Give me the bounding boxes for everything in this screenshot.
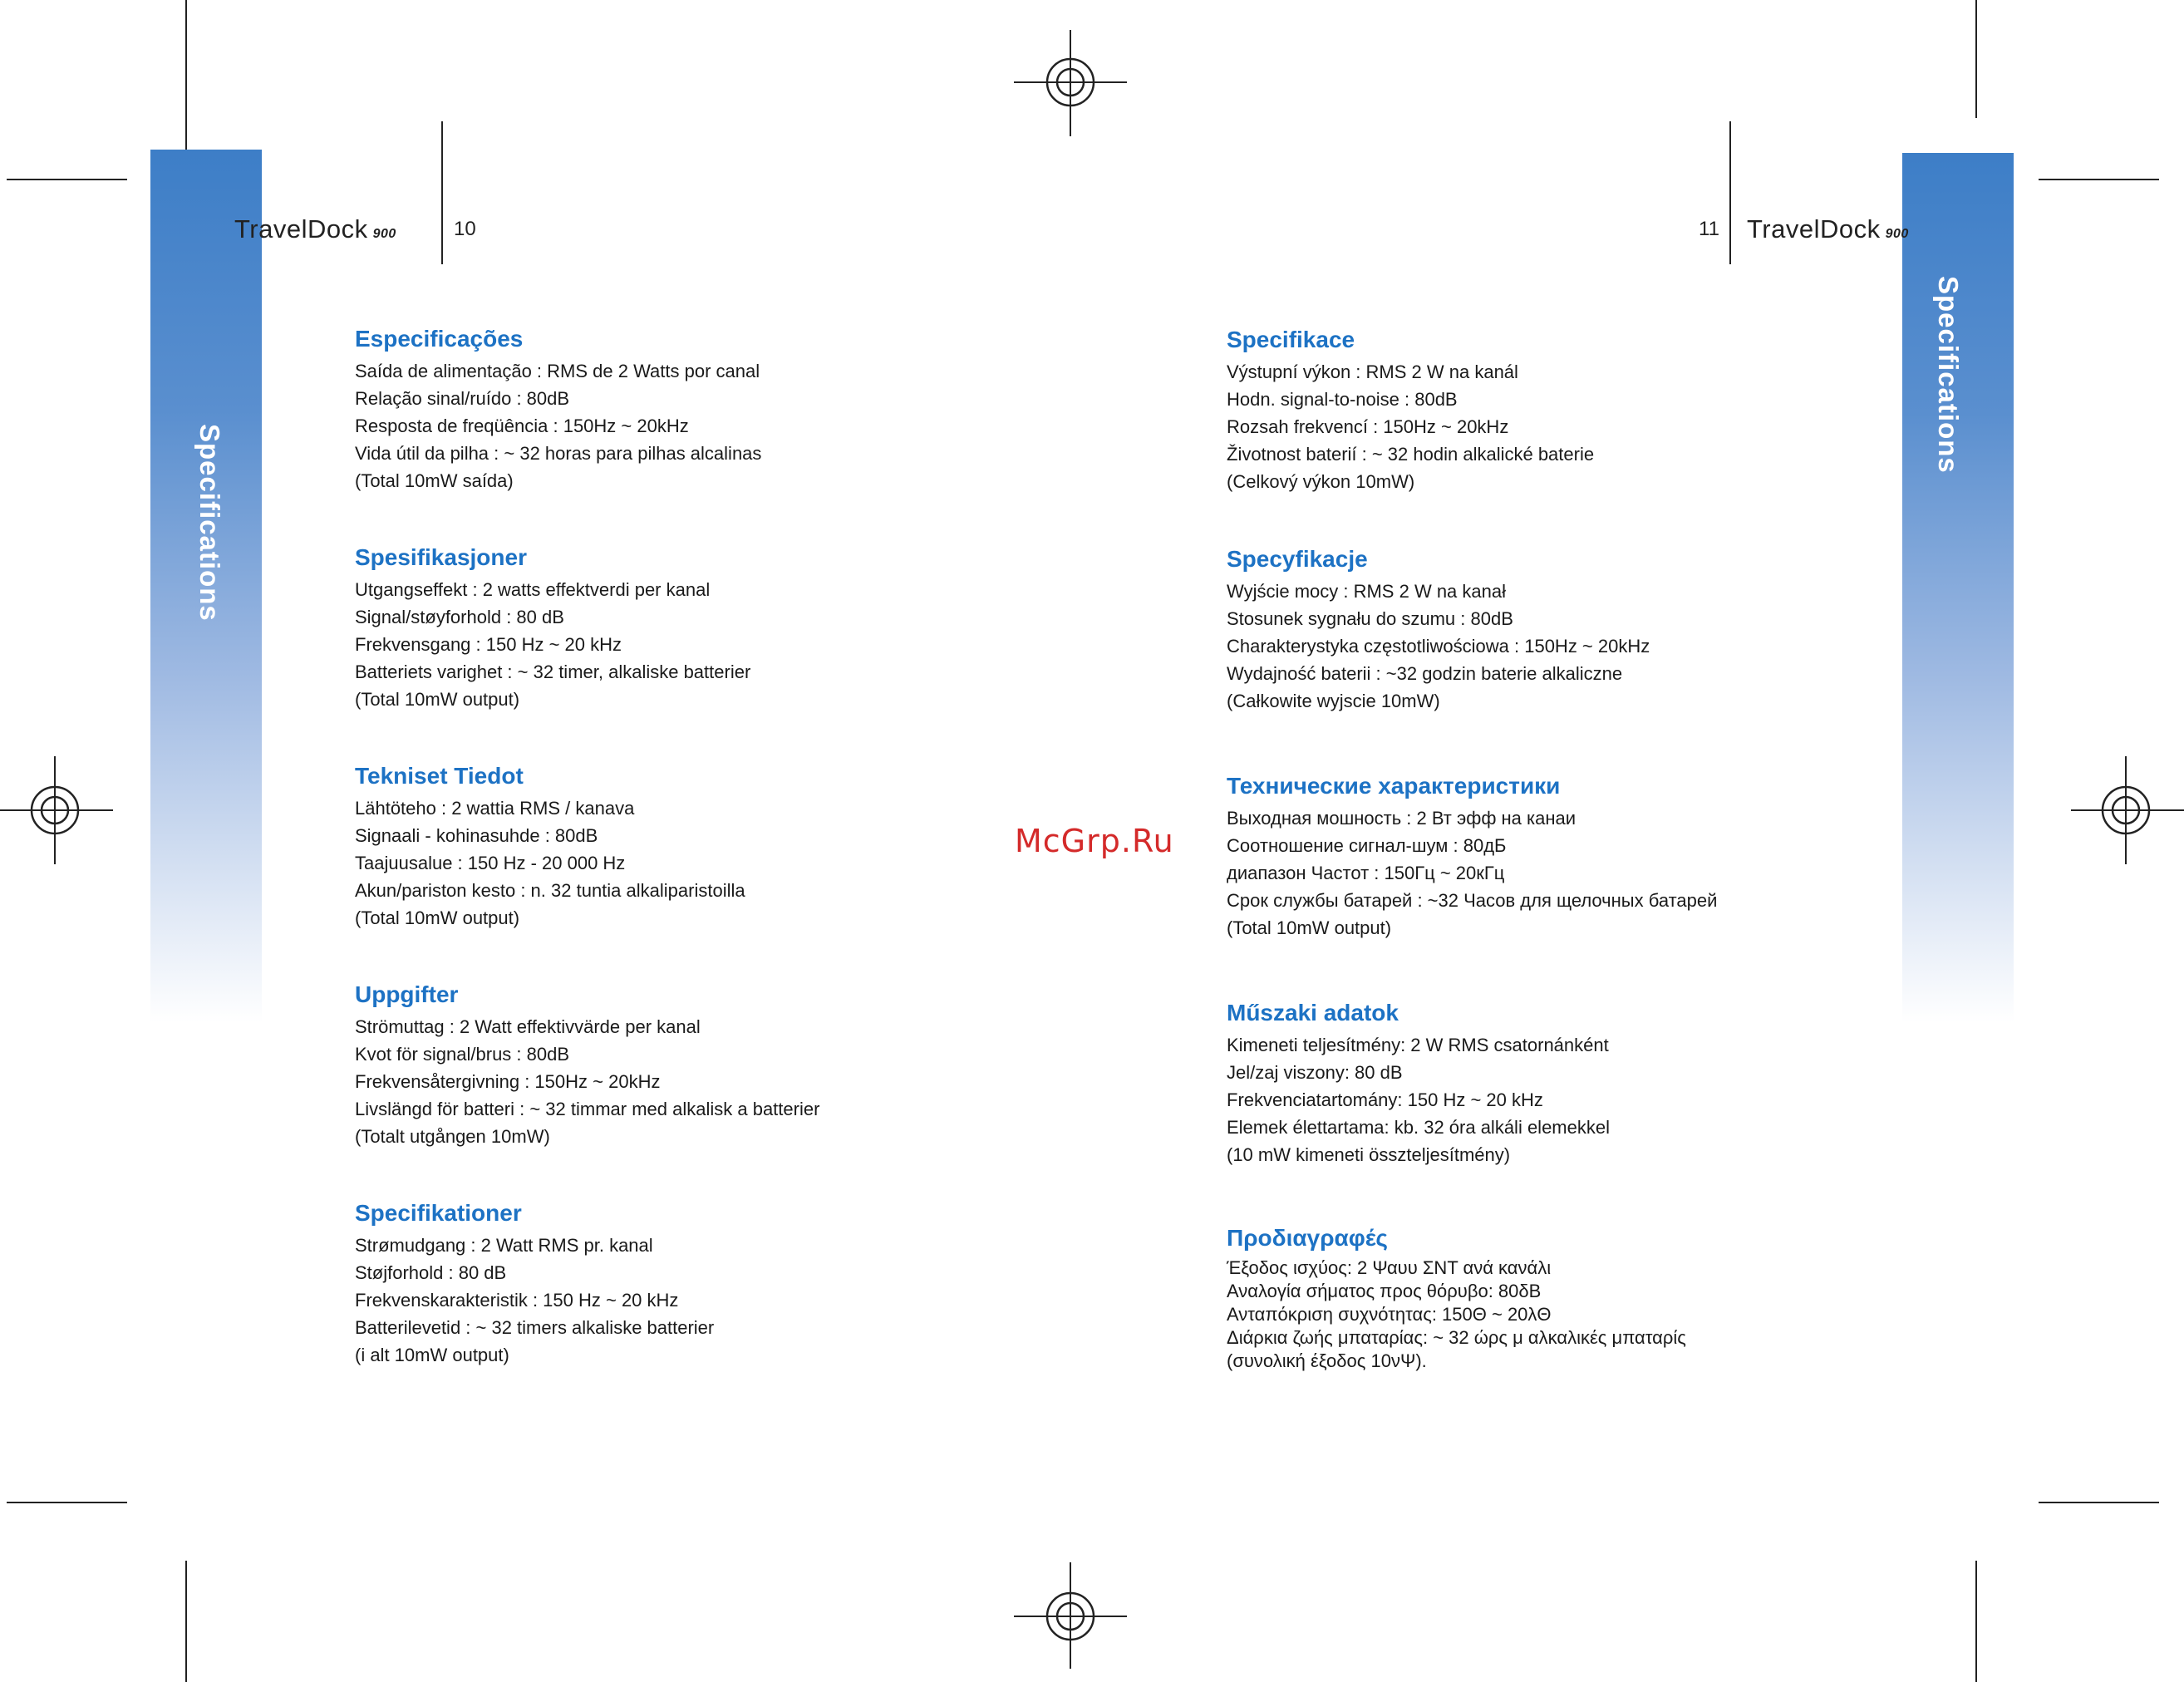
- spec-line: Batteriets varighet : ~ 32 timer, alkaliske batterier: [355, 661, 751, 682]
- crop-mark: [185, 1561, 187, 1682]
- brand-logo-left: [234, 214, 396, 244]
- spec-line: Срок службы батарей : ~32 Часов для щелочных батарей: [1227, 890, 1718, 911]
- spec-line: (Total 10mW saída): [355, 470, 514, 491]
- crop-mark: [2039, 1502, 2159, 1503]
- section-title: Tekniset Tiedot: [355, 763, 524, 789]
- spec-section-norwegian: [355, 544, 750, 713]
- registration-mark-top: [1014, 30, 1127, 136]
- side-tab-title-right: Specifications: [1933, 276, 1964, 474]
- spec-line: Elemek élettartama: kb. 32 óra alkáli elemekkel: [1227, 1117, 1610, 1138]
- spec-section-czech: [1227, 327, 1594, 495]
- spec-line: (Total 10mW output): [1227, 917, 1392, 938]
- spec-line: Utgangseffekt : 2 watts effektverdi per kanal: [355, 579, 711, 600]
- spec-line: Taajuusalue : 150 Hz - 20 000 Hz: [355, 853, 626, 873]
- spec-line: (συνολική έξοδος 10νΨ).: [1227, 1350, 1427, 1371]
- section-title: Προδιαγραφές: [1227, 1225, 1388, 1251]
- spec-line: Frekvensgang : 150 Hz ~ 20 kHz: [355, 634, 622, 655]
- spec-section-polish: [1227, 546, 1650, 715]
- section-title: Specifikationer: [355, 1200, 522, 1226]
- spec-line: Соотношение сигнал-шум : 80дБ: [1227, 835, 1507, 856]
- spec-line: Strömuttag : 2 Watt effektivvärde per kanal: [355, 1016, 701, 1037]
- crop-mark: [7, 179, 127, 180]
- spec-line: Ανταπόκριση συχνότητας: 150Θ ~ 20λΘ: [1227, 1304, 1552, 1325]
- crop-mark: [185, 0, 187, 160]
- page-number-left: 10: [454, 218, 476, 240]
- spec-line: (Całkowite wyjscie 10mW): [1227, 691, 1440, 711]
- spec-line: Frekvenciatartomány: 150 Hz ~ 20 kHz: [1227, 1089, 1543, 1110]
- spec-line: Wyjście mocy : RMS 2 W na kanał: [1227, 581, 1506, 602]
- spec-line: Livslängd för batteri : ~ 32 timmar med alkalisk a batterier: [355, 1099, 820, 1119]
- spec-line: Charakterystyka częstotliwościowa : 150Hz ~ 20kHz: [1227, 636, 1650, 657]
- section-title: Especificações: [355, 326, 524, 352]
- spec-line: (10 mW kimeneti összteljesítmény): [1227, 1144, 1511, 1165]
- spec-line: (Total 10mW output): [355, 689, 520, 710]
- spec-line: Relação sinal/ruído : 80dB: [355, 388, 570, 409]
- spec-line: диапазон Частот : 150Гц ~ 20кГц: [1227, 863, 1505, 883]
- brand-model: 900: [372, 227, 396, 241]
- section-title: Specyfikacje: [1227, 546, 1368, 572]
- spec-line: (Celkový výkon 10mW): [1227, 471, 1415, 492]
- spec-line: Hodn. signal-to-noise : 80dB: [1227, 389, 1458, 410]
- crop-mark: [2039, 179, 2159, 180]
- side-tab-left: [150, 150, 262, 1022]
- spec-line: Frekvensåtergivning : 150Hz ~ 20kHz: [355, 1071, 661, 1092]
- section-title: Технические характеристики: [1227, 773, 1561, 799]
- spec-line: Strømudgang : 2 Watt RMS pr. kanal: [355, 1235, 653, 1256]
- header-divider-left: [441, 121, 443, 264]
- spec-line: Signaali - kohinasuhde : 80dB: [355, 825, 598, 846]
- spec-line: Kimeneti teljesítmény: 2 W RMS csatornánként: [1227, 1035, 1609, 1055]
- section-title: Műszaki adatok: [1227, 1000, 1399, 1025]
- crop-mark: [1975, 0, 1977, 118]
- brand-name: TravelDock: [1747, 214, 1881, 243]
- side-tab-right: [1902, 153, 2014, 1022]
- spec-line: Έξοδος ισχύος: 2 Ψαυυ ΣΝΤ ανά κανάλι: [1227, 1257, 1552, 1278]
- spec-line: Stosunek sygnału do szumu : 80dB: [1227, 608, 1513, 629]
- spec-line: (Totalt utgången 10mW): [355, 1126, 550, 1147]
- spec-line: Výstupní výkon : RMS 2 W na kanál: [1227, 361, 1518, 382]
- brand-model: 900: [1885, 227, 1909, 241]
- section-title: Specifikace: [1227, 327, 1355, 352]
- spec-section-portuguese: [355, 326, 761, 494]
- spec-line: Signal/støyforhold : 80 dB: [355, 607, 564, 627]
- spec-line: Vida útil da pilha : ~ 32 horas para pilhas alcalinas: [355, 443, 762, 464]
- spec-line: Resposta de freqüência : 150Hz ~ 20kHz: [355, 416, 689, 436]
- spec-line: Αναλογία σήματος προς θόρυβο: 80δΒ: [1227, 1281, 1542, 1301]
- watermark: McGrp.Ru: [1015, 823, 1174, 859]
- spec-section-finnish: [355, 763, 745, 932]
- spec-section-danish: [355, 1200, 714, 1369]
- spec-line: Saída de alimentação : RMS de 2 Watts por canal: [355, 361, 760, 381]
- spec-line: Rozsah frekvencí : 150Hz ~ 20kHz: [1227, 416, 1509, 437]
- spec-line: Batterilevetid : ~ 32 timers alkaliske batterier: [355, 1317, 715, 1338]
- spec-line: Выходная мошность : 2 Вт эфф на канаи: [1227, 808, 1577, 829]
- spec-line: (Total 10mW output): [355, 907, 520, 928]
- spec-line: Jel/zaj viszony: 80 dB: [1227, 1062, 1403, 1083]
- brand-logo-right: [1747, 214, 1909, 244]
- registration-mark-right: [2071, 756, 2184, 864]
- crop-mark: [1975, 1561, 1977, 1682]
- header-divider-right: [1729, 121, 1731, 264]
- spec-line: Frekvenskarakteristik : 150 Hz ~ 20 kHz: [355, 1290, 679, 1311]
- crop-mark: [7, 1502, 127, 1503]
- section-title: Uppgifter: [355, 981, 459, 1007]
- page-number-right: 11: [1699, 218, 1719, 240]
- spec-line: Wydajność baterii : ~32 godzin baterie alkaliczne: [1227, 663, 1623, 684]
- spec-section-greek: [1227, 1225, 1686, 1373]
- side-tab-title-left: Specifications: [194, 424, 225, 622]
- spec-line: Διάρκια ζωής μπαταρίας: ~ 32 ώρς μ αλκαλικές μπαταρίς: [1227, 1327, 1686, 1348]
- brand-name: TravelDock: [234, 214, 368, 243]
- spec-line: Akun/pariston kesto : n. 32 tuntia alkaliparistoilla: [355, 880, 745, 901]
- registration-mark-left: [0, 756, 113, 864]
- spec-line: Lähtöteho : 2 wattia RMS / kanava: [355, 798, 635, 819]
- spec-line: Støjforhold : 80 dB: [355, 1262, 507, 1283]
- spec-section-swedish: [355, 981, 819, 1150]
- spec-section-hungarian: [1227, 1000, 1610, 1168]
- spec-line: Kvot för signal/brus : 80dB: [355, 1044, 570, 1065]
- spec-section-russian: [1227, 773, 1717, 942]
- registration-mark-bottom: [1014, 1562, 1127, 1669]
- spec-line: Životnost baterií : ~ 32 hodin alkalické baterie: [1227, 444, 1595, 465]
- section-title: Spesifikasjoner: [355, 544, 527, 570]
- spec-line: (i alt 10mW output): [355, 1345, 509, 1365]
